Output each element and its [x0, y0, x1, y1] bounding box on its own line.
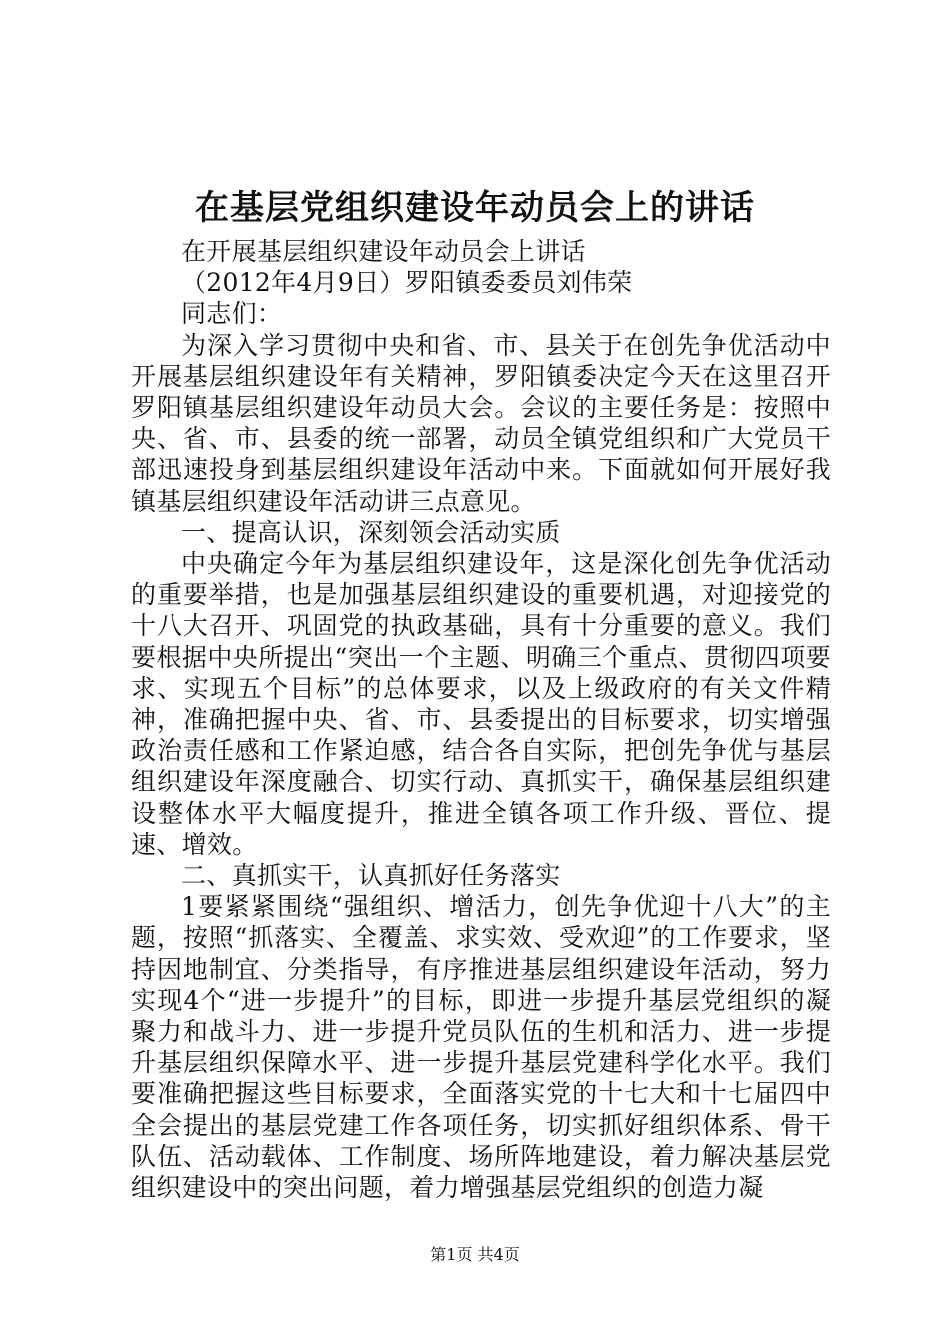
body-paragraph: 1要紧紧围绕“强组织、增活力，创先争优迎十八大”的主题，按照“抓落实、全覆盖、求实效、受欢迎”的工作要求，坚持因地制宜、分类指导，有序推进基层组织建设年活动，努力实现4个“进一步提升”的目标，即进一步提升基层党组织的凝聚力和战斗力、进一步提升党员队伍的生机和活力、进一步提升基层组织保障水平、进一步提升基层党建科学化水平。我们要准确把握这些目标要求，全面落实党的十七大和十七届四中全会提出的基层党建工作各项任务，切实抓好组织体系、骨干队伍、活动载体、工作制度、场所阵地建设，着力解决基层党组织建设中的突出问题，着力增强基层党组织的创造力凝: [131, 892, 831, 1203]
section-heading: 二、真抓实干，认真抓好任务落实: [181, 861, 561, 891]
page-footer: 第1页 共4页: [430, 1245, 520, 1264]
section-heading: 一、提高认识，深刻领会活动实质: [181, 517, 561, 547]
document-body: [131, 236, 831, 1203]
date-author-line: （2012年4月9日）罗阳镇委委员刘伟荣: [181, 268, 633, 298]
document-title: 在基层党组织建设年动员会上的讲话: [195, 188, 755, 228]
body-paragraph: 为深入学习贯彻中央和省、市、县关于在创先争优活动中开展基层组织建设年有关精神，罗阳镇委决定今天在这里召开罗阳镇基层组织建设年动员大会。会议的主要任务是：按照中央、省、市、县委的统一部署，动员全镇党组织和广大党员干部迅速投身到基层组织建设年活动中来。下面就如何开展好我镇基层组织建设年活动讲三点意见。: [131, 330, 831, 516]
subtitle-line: 在开展基层组织建设年动员会上讲话: [181, 237, 586, 266]
body-paragraph: 中央确定今年为基层组织建设年，这是深化创先争优活动的重要举措，也是加强基层组织建设的重要机遇，对迎接党的十八大召开、巩固党的执政基础，具有十分重要的意义。我们要根据中央所提出“突出一个主题、明确三个重点、贯彻四项要求、实现五个目标”的总体要求，以及上级政府的有关文件精神，准确把握中央、省、市、县委提出的目标要求，切实增强政治责任感和工作紧迫感，结合各自实际，把创先争优与基层组织建设年深度融合、切实行动、真抓实干，确保基层组织建设整体水平大幅度提升，推进全镇各项工作升级、晋位、提速、增效。: [131, 549, 831, 859]
salutation: 同志们：: [181, 299, 283, 329]
